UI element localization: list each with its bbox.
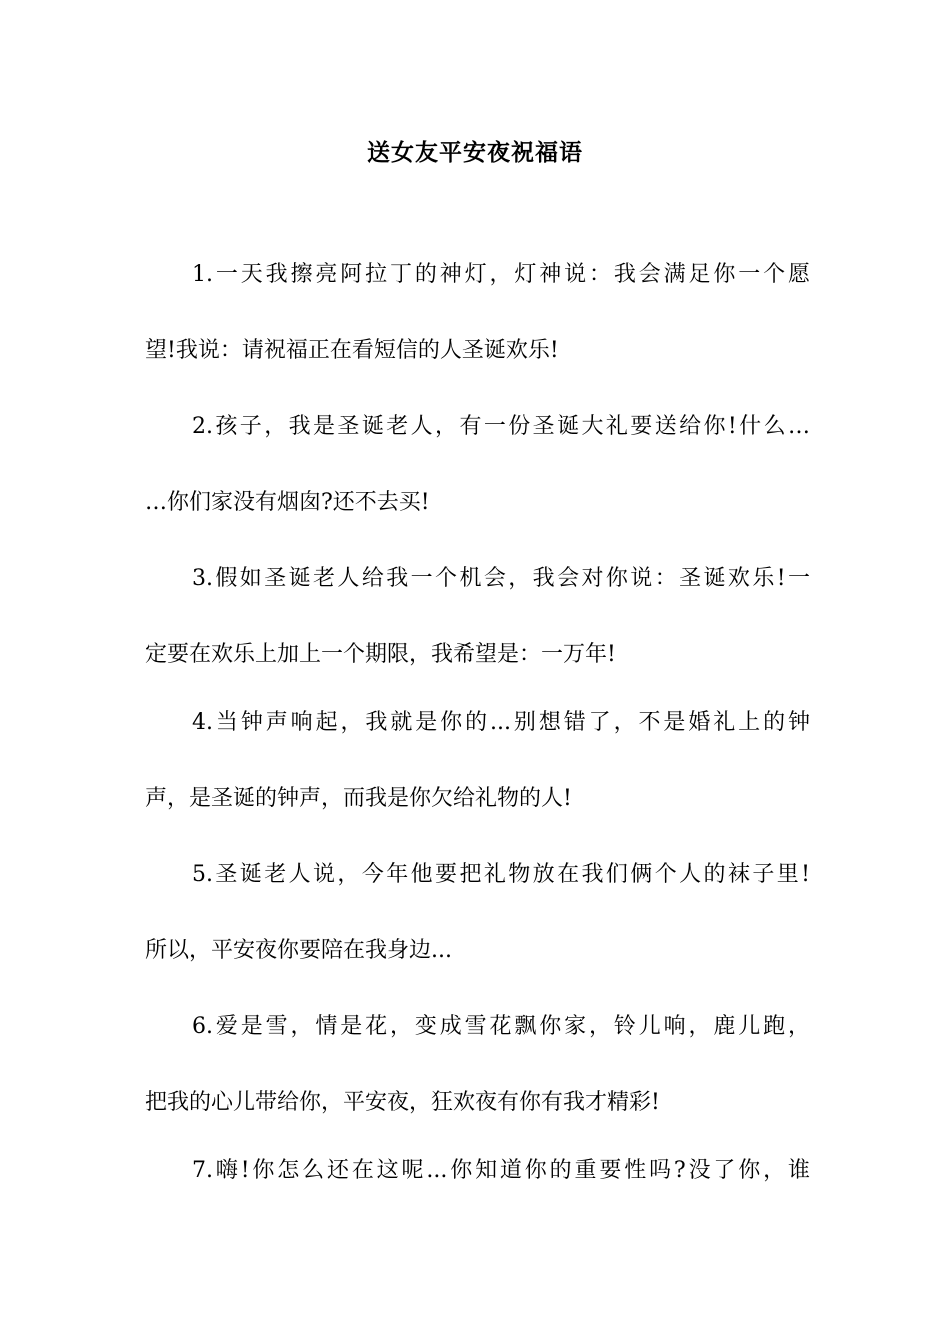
paragraph-7-line-1: 7.嗨!你怎么还在这呢...你知道你的重要性吗?没了你，谁	[192, 1158, 810, 1183]
document-title: 送女友平安夜祝福语	[367, 139, 583, 166]
paragraph-5-line-2: 所以，平安夜你要陪在我身边...	[145, 938, 452, 963]
paragraph-3-line-2: 定要在欢乐上加上一个期限，我希望是：一万年!	[145, 642, 616, 667]
paragraph-6-line-2: 把我的心儿带给你，平安夜，狂欢夜有你有我才精彩!	[145, 1090, 660, 1115]
paragraph-1-line-1: 1.一天我擦亮阿拉丁的神灯，灯神说：我会满足你一个愿	[192, 262, 810, 287]
paragraph-4-line-2: 声，是圣诞的钟声，而我是你欠给礼物的人!	[145, 786, 572, 811]
paragraph-2-line-2: …你们家没有烟囱?还不去买!	[145, 490, 430, 515]
paragraph-1-line-2: 望!我说：请祝福正在看短信的人圣诞欢乐!	[145, 338, 559, 363]
paragraph-3-line-1: 3.假如圣诞老人给我一个机会，我会对你说：圣诞欢乐!一	[192, 566, 810, 591]
paragraph-4-line-1: 4.当钟声响起，我就是你的...别想错了，不是婚礼上的钟	[192, 710, 810, 735]
paragraph-6-line-1: 6.爱是雪，情是花，变成雪花飘你家，铃儿响，鹿儿跑，	[192, 1014, 810, 1039]
paragraph-2-line-1: 2.孩子，我是圣诞老人，有一份圣诞大礼要送给你!什么…	[192, 414, 810, 439]
paragraph-5-line-1: 5.圣诞老人说，今年他要把礼物放在我们俩个人的袜子里!	[192, 862, 810, 887]
